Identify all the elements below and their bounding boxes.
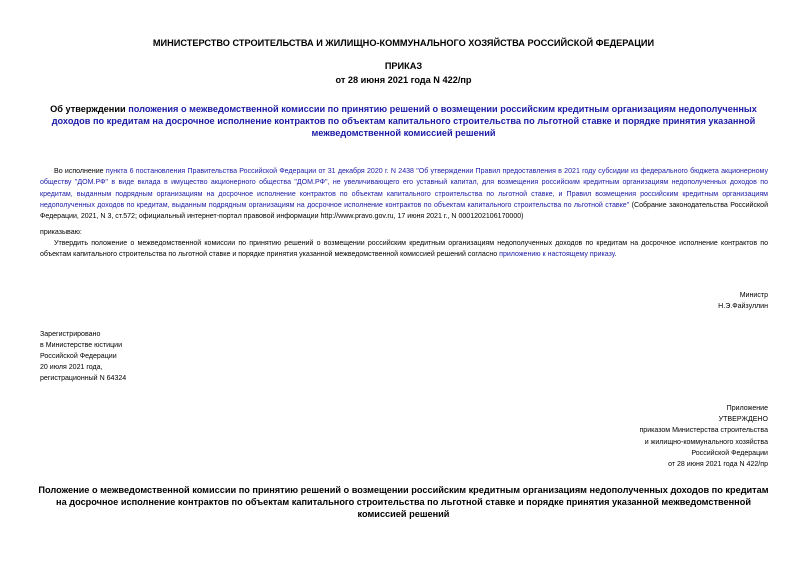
registration-line: Зарегистрировано	[40, 331, 101, 338]
registration-line: 20 июля 2021 года,	[40, 363, 103, 371]
appendix-line: и жилищно-коммунального хозяйства	[644, 438, 768, 446]
order-item-suffix: .	[614, 251, 617, 259]
order-title-link[interactable]: положения о межведомственной комиссии по принятию решений о возмещении российским кредитным организациям недополученных доходов по кредитам на досрочное исполнение контрактов по объектам капитального строительства по льготной ставке и порядке принятия указанной межведомственной комиссией решений	[51, 104, 757, 138]
order-item-text: Утвердить положение о межведомственной комиссии по принятию решений о возмещении российским кредитным организациям недополученных доходов по кредитам на досрочное исполнение контрактов по объектам капитального строительства по льготной ставке и порядке принятия указанной межведомственной комиссией решений согласно	[40, 240, 768, 259]
appendix-line: от 28 июня 2021 года N 422/пр	[668, 461, 768, 469]
appendix-line: Российской Федерации	[691, 449, 768, 457]
order-title	[36, 103, 771, 139]
preamble-suffix: (Собрание законодательства Российской Федерации, 2021, N 3, ст.572; официальный интернет-портал правовой информации http://www.pravo.gov.ru, 17 июня 2021 г., N 0001202106170000)	[40, 201, 769, 221]
preamble-paragraph	[40, 166, 768, 222]
appendix-line: приказом Министерства строительства	[639, 427, 768, 435]
order-title-prefix: Об утверждении	[50, 104, 129, 114]
preamble-prefix: Во исполнение	[54, 168, 106, 175]
order-item-paragraph	[40, 238, 768, 261]
government-decree-link[interactable]: пункта 6 постановления Правительства Российской Федерации от 31 декабря 2020 г. N 2438 "Об утверждении Правил предоставления в 2021 году субсидии из федерального бюджета акционерному обществу "ДОМ.РФ" в виде вклада в имущество акционерного общества "ДОМ.РФ", не увеличивающего его уставный капитал, для возмещения российским кредитным организациям недополученных доходов по кредитам, выданным подрядным организациям на досрочное исполнение контрактов по объектам капитального строительства по льготной ставке, и Правил возмещения российским кредитным организациям недополученных доходов по кредитам, выданным подрядным организациям на досрочное исполнение контрактов по объектам капитального строительства по льготной ставке"	[40, 168, 768, 209]
ministry-heading: МИНИСТЕРСТВО СТРОИТЕЛЬСТВА И ЖИЛИЩНО-КОММУНАЛЬНОГО ХОЗЯЙСТВА РОССИЙСКОЙ ФЕДЕРАЦИИ	[152, 38, 655, 48]
document-date-heading: от 28 июня 2021 года N 422/пр	[335, 75, 472, 85]
registration-line: Российской Федерации	[40, 352, 117, 360]
appendix-approval-block	[468, 403, 768, 470]
document-type-heading: ПРИКАЗ	[384, 61, 423, 71]
regulation-title: Положение о межведомственной комиссии по принятию решений о возмещении российским кредитным организациям недополученных доходов по кредитам на досрочное исполнение контрактов по объектам капитального строительства по льготной ставке и порядке принятия указанной межведомственной комиссией решений	[38, 485, 769, 519]
appendix-link[interactable]: приложению к настоящему приказу	[499, 251, 615, 259]
registration-line: регистрационный N 64324	[40, 374, 127, 382]
signature-title: Министр	[739, 292, 768, 299]
registration-line: в Министерстве юстиции	[40, 341, 123, 349]
appendix-line: Приложение	[726, 405, 768, 412]
orders-label: приказываю:	[40, 229, 82, 236]
registration-block	[40, 330, 240, 385]
appendix-line: УТВЕРЖДЕНО	[718, 416, 768, 424]
signature-name: Н.Э.Файзуллин	[718, 303, 768, 310]
